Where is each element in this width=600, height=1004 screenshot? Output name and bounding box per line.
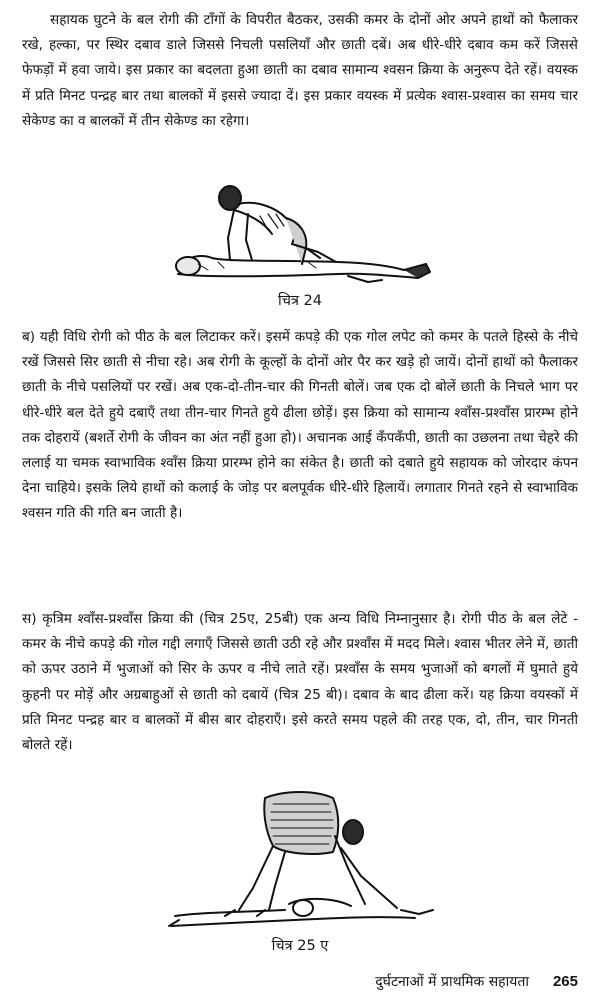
paragraph-1: सहायक घुटने के बल रोगी की टाँगों के विपरीत बैठकर, उसकी कमर के दोनों ओर अपने हाथों को फैलाकर रखे, हल्का, पर स्थिर दबाव डाले जिससे निचली पसलियाँ और छाती दबें। अब धीरे-धीरे दबाव कम करें जिससे फेफड़ों में हवा जाये। इस प्रकार का बदलता हुआ छाती का दबाव सामान्य श्वसन क्रिया के अनुरूप देते रहें। वयस्क में प्रति मिनट पन्द्रह बार तथा बालकों में इससे ज्यादा दें। इस प्रकार वयस्क में प्रत्येक श्वास-प्रश्वास का समय चार सेकेण्ड का व बालकों में तीन सेकेण्ड का रहेगा। <box>22 12 578 129</box>
figure-25a-caption: चित्र 25 ए <box>271 938 329 954</box>
figure-24-caption: चित्र 24 <box>277 293 323 309</box>
footer-book-title: दुर्घटनाओं में प्राथमिक सहायता <box>375 974 529 990</box>
paragraph-2: ब) यही विधि रोगी को पीठ के बल लिटाकर करें। इसमें कपड़े की एक गोल लपेट को कमर के पतले हिस्से के नीचे रखें जिससे सिर छाती से नीचा रहे। अब रोगी के कूल्हों के दोनों ओर पैर कर खड़े हो जायें। दोनों हाथों को फैलाकर छाती के नीचे पसलियों पर रखें। अब एक-दो-तीन-चार की गिनती बोलें। जब एक दो बोलें छाती के निचले भाग पर धीरे-धीरे बल देते हुये दबाएँ तथा तीन-चार गिनते हुये ढीला छोड़ें। इस क्रिया को सामान्य श्वाँस-प्रश्वाँस प्रारम्भ होने तक दोहरायें (बशर्ते रोगी के जीवन का अंत नहीं हुआ हो)। अचानक आई कँपकँपी, छाती का उछलना तथा चेहरे की ललाई या चमक स्वाभाविक श्वाँस क्रिया प्रारम्भ होने का संकेत है। छाती को दबाते हुये सहायक को जोरदार कंपन देना चाहिये। इसके लिये हाथों को कलाई के जोड़ पर बलपूर्वक धीरे-धीरे हिलायें। लगातार गिनते रहने से स्वाभाविक श्वसन गति की गति बन जाती है। <box>22 329 578 522</box>
figure-24-illustration <box>168 178 438 290</box>
figure-25a-illustration <box>165 776 445 932</box>
page-number: 265 <box>552 973 578 990</box>
paragraph-3: स) कृत्रिम श्वाँस-प्रश्वाँस क्रिया की (चित्र 25ए, 25बी) एक अन्य विधि निम्नानुसार है। रोगी पीठ के बल लेटे - कमर के नीचे कपड़े की गोल गद्दी लगाएँ जिससे छाती उठी रहे और प्रश्वाँस में मदद मिले। श्वास भीतर लेने में, छाती को ऊपर उठाने में भुजाओं को सिर के ऊपर व नीचे लाते रहें। प्रश्वाँस के समय भुजाओं को बगलों में घुमाते हुये कुहनी पर मोड़ें और अग्रबाहुओं से छाती को दबायें (चित्र 25 बी)। दबाव के बाद ढीला करें। यह क्रिया वयस्कों में प्रति मिनट पन्द्रह बार व बालकों में बीस बार दोहराएँ। इसे करते समय पहले की तरह एक, दो, तीन, चार गिनती बोलते रहें। <box>22 611 578 754</box>
page-footer <box>0 972 578 991</box>
